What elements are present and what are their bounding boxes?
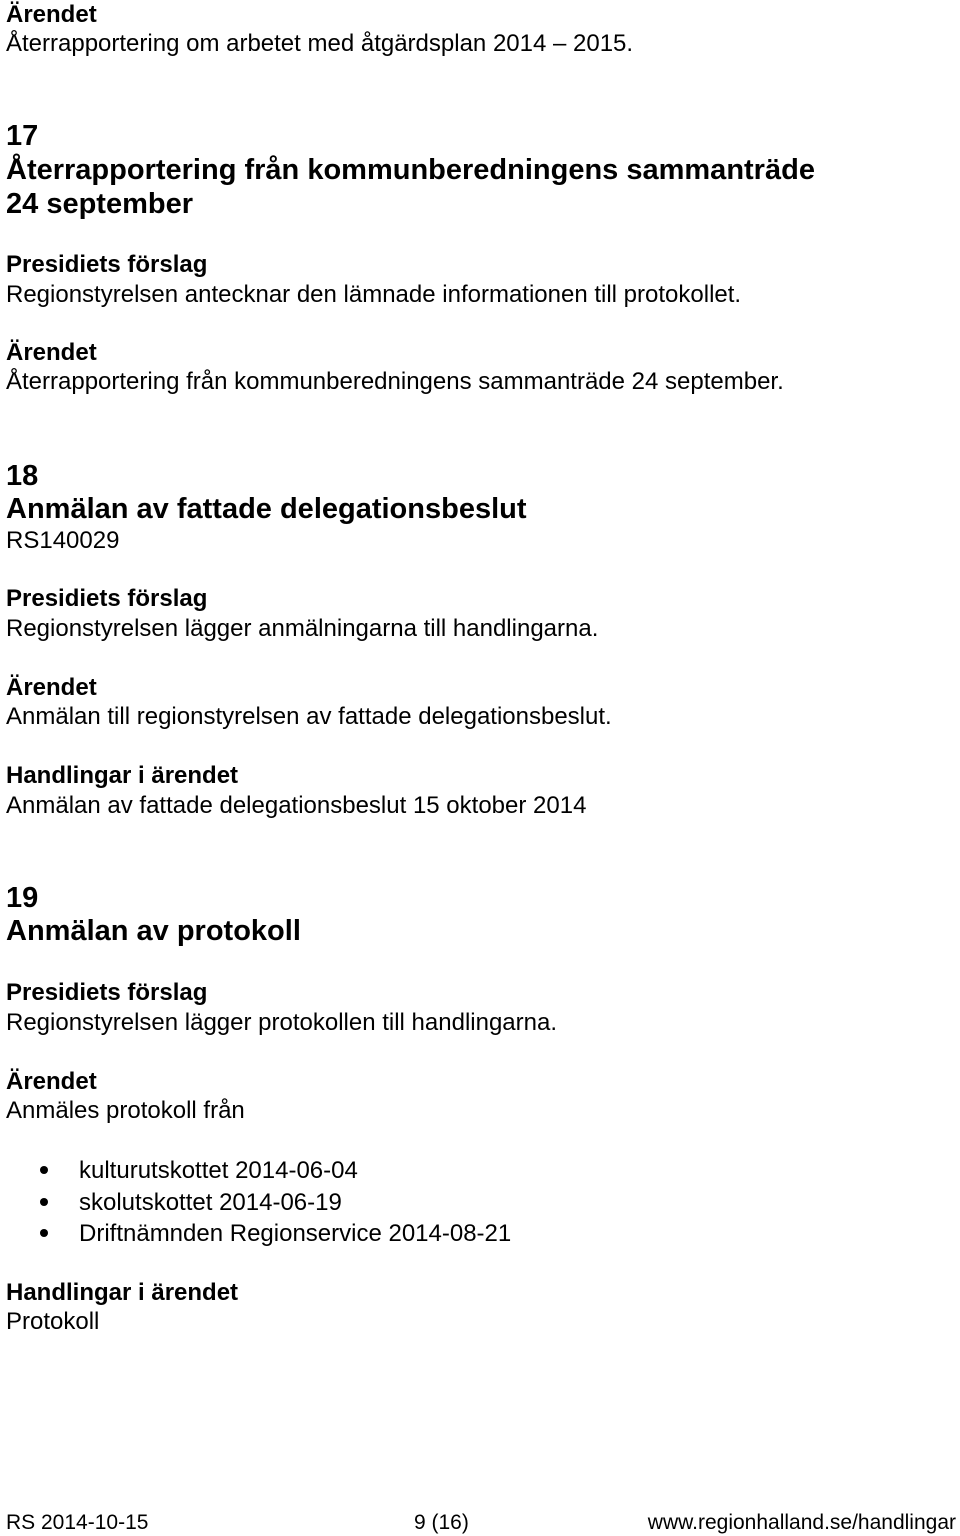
handlingar-text-19: Protokoll [6, 1308, 100, 1335]
arendet-text-16: Återrapportering om arbetet med åtgärdsplan 2014 – 2015. [6, 30, 634, 57]
presidiets-text-18: Regionstyrelsen lägger anmälningarna till handlingarna. [6, 615, 599, 642]
section-title-17-line2: 24 september [6, 188, 193, 220]
bullet-icon [40, 1198, 48, 1206]
presidiets-label-19: Presidiets förslag [6, 979, 208, 1006]
footer-website-link[interactable]: www.regionhalland.se/handlingar [647, 1511, 956, 1534]
section-title-19: Anmälan av protokoll [6, 915, 301, 947]
list-item-text: Driftnämnden Regionservice 2014-08-21 [79, 1220, 512, 1247]
arendet-text-17: Återrapportering från kommunberedningens sammanträde 24 september. [6, 368, 784, 395]
handlingar-text-18: Anmälan av fattade delegationsbeslut 15 oktober 2014 [6, 792, 587, 819]
section-title-17-line1: Återrapportering från kommunberedningens sammanträde [6, 154, 815, 186]
arendet-text-19: Anmäles protokoll från [6, 1097, 245, 1124]
section-title-18: Anmälan av fattade delegationsbeslut [6, 493, 527, 525]
bullet-icon [40, 1229, 48, 1237]
arendet-label-16: Ärendet [6, 1, 97, 28]
handlingar-label-18: Handlingar i ärendet [6, 762, 239, 789]
bullet-icon [40, 1166, 48, 1174]
section-number-17: 17 [6, 120, 39, 152]
list-item-text: skolutskottet 2014-06-19 [79, 1189, 342, 1216]
footer-page-number: 9 (16) [414, 1511, 469, 1534]
diarie-number-18: RS140029 [6, 527, 120, 554]
footer-date: RS 2014-10-15 [6, 1511, 149, 1534]
page-footer [0, 1512, 960, 1536]
arendet-text-18: Anmälan till regionstyrelsen av fattade delegationsbeslut. [6, 703, 612, 730]
section-number-18: 18 [6, 460, 39, 492]
presidiets-label-17: Presidiets förslag [6, 251, 208, 278]
section-number-19: 19 [6, 882, 39, 914]
arendet-label-19: Ärendet [6, 1068, 97, 1095]
list-item-text: kulturutskottet 2014-06-04 [79, 1157, 358, 1184]
handlingar-label-19: Handlingar i ärendet [6, 1279, 239, 1306]
presidiets-text-19: Regionstyrelsen lägger protokollen till handlingarna. [6, 1009, 558, 1036]
arendet-label-18: Ärendet [6, 674, 97, 701]
arendet-label-17: Ärendet [6, 339, 97, 366]
presidiets-label-18: Presidiets förslag [6, 585, 208, 612]
presidiets-text-17: Regionstyrelsen antecknar den lämnade informationen till protokollet. [6, 281, 742, 308]
